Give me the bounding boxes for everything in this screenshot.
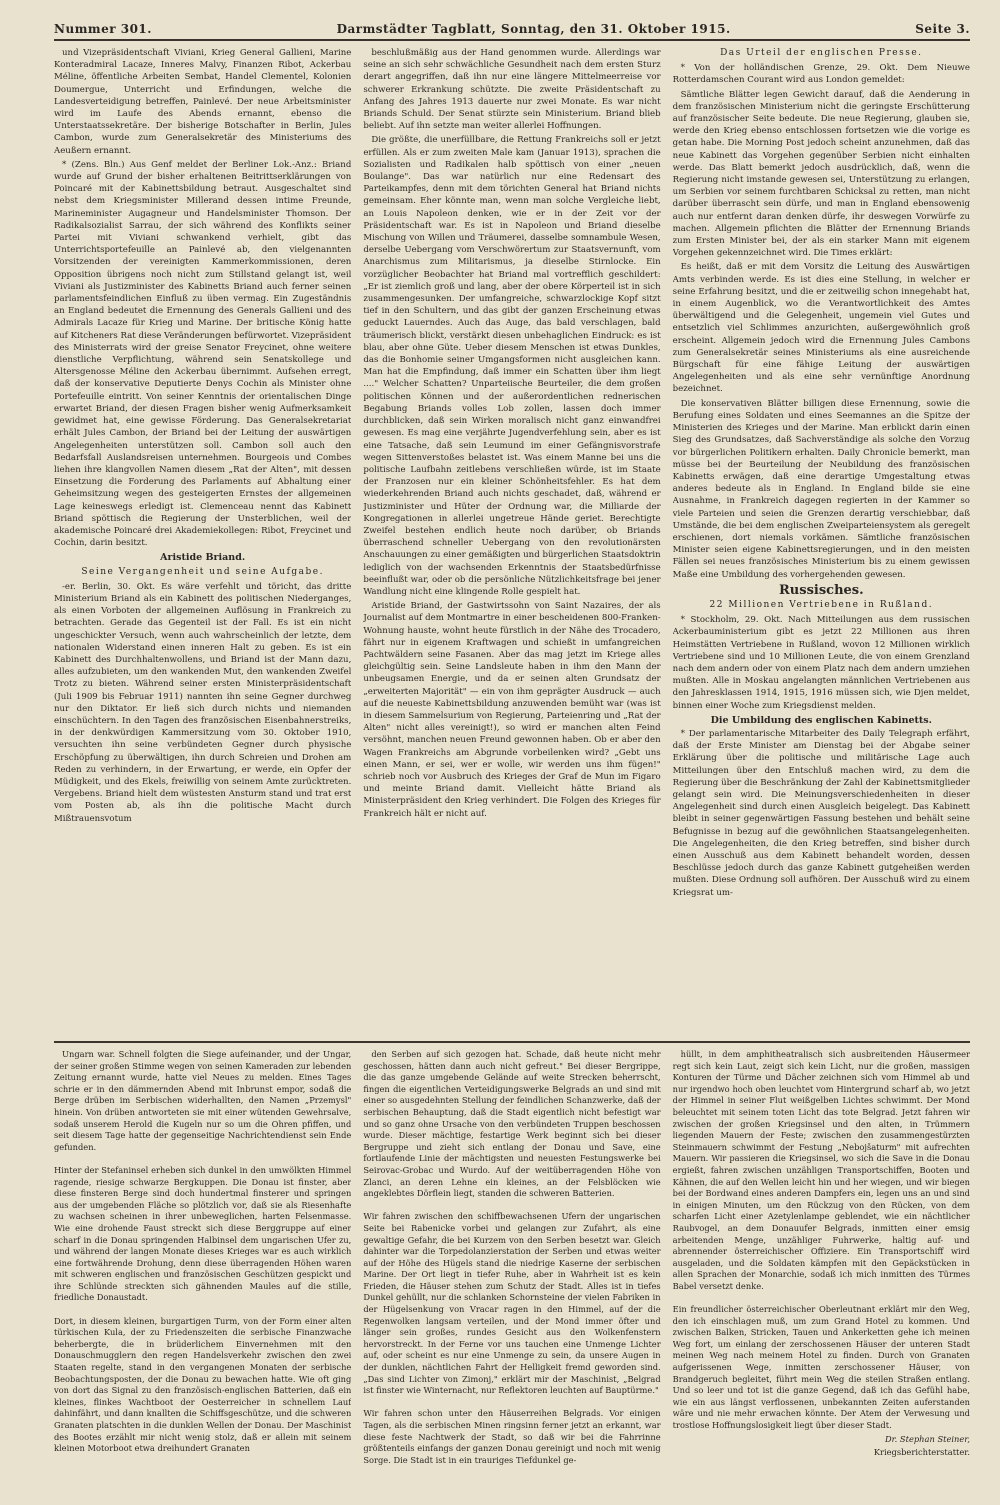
article-subheading: Das Urteil der englischen Presse. (720, 48, 923, 58)
paragraph: Die konservativen Blätter billigen diese Ernennung, sowie die Berufung eines Soldaten und eines Seemannes an die Spitze der Ministerien des Krieges und der Marine. Man erblickt darin einen Sieg des Grundsatzes, daß Sachverständige als solche den Vorzug vor bürgerlichen Politikern erhalten. Daily Chronicle bemerkt, man müsse bei der Beurteilung der Neubildung des französischen Kabinetts erwägen, daß eine derartige Umgestaltung etwas anderes bedeute als in England. In England bilde sie eine Ausnahme, in Frankreich dagegen regierten in der Kammer so viele Parteien und seien die Grenzen derartig verschiebbar, daß Umstände, die bei dem englischen Zweiparteiensystem als geregelt erschienen, dort niemals vorkämen. Sämtliche französischen Minister seien eigene Kabinettsregierungen, und in den meisten Fällen sei neues französisches Ministerium bis zu einem gewissen Maße eine Umbildung des vorhergehenden gewesen. (672, 398, 970, 580)
paragraph: * Stockholm, 29. Okt. Nach Mitteilungen aus dem russischen Ackerbauministerium gibt es jetzt 22 Millionen aus ihren Heimstätten Vertriebene in Rußland, wovon 12 Millionen wirklich Vertriebene sind und 10 Millionen Leute, die von einem Grenzland nach dem andern oder von einem Platz nach dem andern umziehen mußten. Alle in Moskau angelangten männlichen Vertriebenen aus den Jahresklassen 1914, 1915, 1916 müssen sich, wie Djen meldet, binnen einer Woche zum Kriegsdienst melden. (672, 615, 970, 711)
paragraph: und Vizepräsidentschaft Viviani, Krieg General Gallieni, Marine Konteradmiral Lacaze, Inneres Malvy, Finanzen Ribot, Ackerbau Méline, öffentliche Arbeiten Sembat, Handel Clementel, Kolonien Doumergue, Unterricht und Erfindungen, welche die Landesverteidigung betreffen, Painlevé. Der neue Arbeitsminister wird im Laufe des Abends ernannt, ebenso die Unterstaatssekretäre. Der bisherige Botschafter in Berlin, Jules Cambon, wurde zum Generalsekretär des Ministeriums des Aeußern ernannt. (54, 48, 352, 156)
top-columns (54, 47, 970, 1037)
feuilleton-columns (54, 1049, 970, 1481)
paragraph: * (Zens. Bln.) Aus Genf meldet der Berliner Lok.-Anz.: Briand wurde auf Grund der bisher erhaltenen Beitrittserklärungen von Poincaré mit der Kabinettsbildung betraut. Ausgeschaltet sind nebst dem Kriegsminister Millerand dessen intime Freunde, Marineminister Augagneur und Handelsminister Thomson. Der Radikalsozialist Sarrau, der sich während des Konflikts seiner Partei mit Viviani schwankend verhielt, gibt das Unterrichtsportefeuille an Painlevé ab, den vielgenannten Vorsitzenden der vereinigten Kammerkommissionen, deren Opposition übrigens noch nicht zum Stillstand gelangt ist, weil Viviani als Justizminister des Kabinetts Briand auch ferner seinen parlamentsfeindlichen Einfluß zu üben vermag. Ein Zugeständnis an England bedeutet die Ernennung des Generals Gallieni und des Admirals Lacaze für Krieg und Marine. Der britische König hatte auf Kitcheners Rat diese Veränderungen befürwortet. Vizepräsident des Ministerrats wird der greise Senator Freycinet, ohne weitere dienstliche Verpflichtung, während sein Senatskollege und Altersgenosse Méline den Ackerbau übernimmt. Aufsehen erregt, daß der konservative Deputierte Denys Cochin als Minister ohne Portefeuille eintritt. Von seiner Kenntnis der orientalischen Dinge erwartet Briand, der diesen Fragen bisher wenig Aufmerksamkeit gewidmet hat, eine gewisse Förderung. Das Generalsekretariat erhält Jules Cambon, der Briand bei der Leitung der auswärtigen Angelegenheiten unterstützen soll. Cambon soll auch den Bedarfsfall Auslandsreisen unternehmen. Bourgeois und Combes liehen ihre klangvollen Namen diesem „Rat der Alten", mit dessen Einsetzung die Forderung des Parlaments auf Abhaltung einer Geheimsitzung wegen des gesteigerten Ernstes der allgemeinen Lage keineswegs erledigt ist. Clemenceau nennt das Kabinett Briand spöttisch die Regierung der Unsterblichen, weil der akademische Poincaré drei Akademiekollegen: Ribot, Freycinet und Cochin, darin besitzt. (54, 159, 352, 549)
paragraph: Es heißt, daß er mit dem Vorsitz die Leitung des Auswärtigen Amts verbinden werde. Es ist dies eine Stellung, in welcher er seine Erfahrung besitzt, und die er zeitweilig schon innegehabt hat, in einem Augenblick, wo die Verantwortlichkeit des Amtes überwältigend und die Gelegenheit, ungemein viel Gutes und entsetzlich viel Schlimmes anzurichten, außergewöhnlich groß erscheint. Allgemein jedoch wird die Ernennung Jules Cambons zum Generalsekretär seines Ministeriums als eine ausreichende Bürgschaft für eine fähige Leitung der auswärtigen Angelegenheiten und als eine sehr vernünftige Anordnung bezeichnet. (672, 262, 970, 395)
column-1 (54, 47, 351, 1037)
column-3 (673, 47, 970, 1037)
author-role: Kriegsberichterstatter. (873, 1447, 970, 1458)
paragraph: hüllt, in dem amphitheatralisch sich ausbreitenden Häusermeer regt sich kein Laut, zeigt sich kein Licht, nur die großen, massigen Konturen der Türme und Dächer zeichnen sich vom Himmel ab und nur irgendwo hoch oben leuchtet vom Hintergrund scharf ab, wo jetzt der Himmel in seiner Flut weißgelben Lichtes schwimmt. Der Mond beleuchtet mit seinem toten Licht das tote Belgrad. Jetzt fahren wir zwischen der großen Kriegsinsel und den alten, in Trümmern liegenden Mauern der Feste; zwischen den zusammengestürzten Steinmauern schwimmt der Festung „Nebojšaturm" mit aufrechten Mauern. Wir passieren die Kriegsinsel, wo sich die Save in die Donau ergießt, fahren zwischen unzähligen Transportschiffen, Booten und Kähnen, die auf den Wellen leicht hin und her wiegen, und wir biegen bei der Bordwand eines anderen Dampfers ein, legen uns an und sind in einigen Minuten, um den Rückzug von den Rücken, von dem scharfen Licht einer Azetylenlampe geblendet, wie ein nächtlicher Raubvogel, an dem Donauufer Belgrads, inmitten einer emsig arbeitenden Menge, unzähliger Fuhrwerke, haltig auf- und abrennender österreichischer Offiziere. Ein Transportschiff wird ausgeladen, und die Soldaten kämpfen mit den Gepäckstücken in allen Sprachen der Monarchie, sodaß ich mich inmitten des Türmes Babel versetzt denke. Ein freundlicher österreichischer Oberleutnant erklärt mir den Weg, den ich einschlagen muß, um zum Grand Hotel zu kommen. Und zwischen Balken, Stricken, Tauen und Ankerketten gehe ich meinen Weg fort, um einlang der zerschossenen Häuser der unteren Stadt meinen Weg nach meinem Hotel zu finden. Durch von Granaten aufgerissenen Wege, inmitten zerschossener Häuser, von Brandgeruch begleitet, führt mein Weg die steilen Straßen entlang. Und so leer und tot ist die ganze Gegend, daß ich das Gefühl habe, wie ein aus längst verflossenen, unbekannten Zeiten auferstanden wäre und nie mehr erwachen könnte. Der Atem der Verwesung und trostlose Hoffnungslosigkeit liegt über dieser Stadt. (672, 1049, 970, 1430)
issue-number: Nummer 301. (54, 22, 152, 36)
article-heading: Aristide Briand. (160, 552, 246, 564)
feuilleton-column-2 (363, 1049, 660, 1481)
page-number: Seite 3. (915, 22, 970, 36)
paragraph: Aristide Briand, der Gastwirtssohn von Saint Nazaires, der als Journalist auf dem Montmartre in einer bescheidenen 800-Franken-Wohnung hauste, wohnt heute fürstlich in der Nähe des Trocadero, fährt nur in eigenem Kraftwagen und schießt in umfangreichen Pachtwäldern seine Fasanen. Aber das mag jetzt im Kriege alles gleichgültig sein. Seine Landsleute haben in ihm den Mann der unbeugsamen Energie, und da er seinen alten Grundsatz der „erweiterten Majorität" — ein von ihm geprägter Ausdruck — auch auf die neueste Kabinettsbildung anzuwenden bemüht war (was ist in diesem Sammelsurium von Regierung, Parteienring und „Rat der Alten" nicht alles vereinigt!), so wird er manchen alten Feind versöhnt, manchen neuen Freund gewonnen haben. Ob er aber den Wagen Frankreichs am Abgrunde vorbeilenken wird? „Gebt uns einen Mann, er sei, wer er wolle, wir werden uns ihm fügen!" schrieb noch vor Ausbruch des Krieges der Graf de Mun im Figaro und meinte Briand damit. Vielleicht hätte Briand als Ministerpräsident den Krieg verhindert. Die Folgen des Krieges für Frankreich hält er nicht auf. (363, 601, 661, 819)
paragraph: * Von der holländischen Grenze, 29. Okt. Dem Nieuwe Rotterdamschen Courant wird aus London gemeldet: (672, 63, 970, 86)
article-subheading: 22 Millionen Vertriebene in Rußland. (709, 599, 934, 610)
paragraph: Die größte, die unerfüllbare, die Rettung Frankreichs soll er jetzt erfüllen. Als er zum zweiten Male kam (Januar 1913), sprachen die Sozialisten und Radikalen halb spöttisch von einer „neuen Boulange". Das war natürlich nur eine Redensart des Parteikampfes, denn mit dem törichten General hat Briand nichts gemeinsam. Eher könnte man, wenn man solche Vergleiche liebt, an Louis Napoleon denken, wie er in der Zeit vor der Präsidentschaft war. Es ist in Napoleon und Briand dieselbe Mischung von Willen und Träumerei, dasselbe somnambule Wesen, derselbe Uebergang vom Verschwörertum zur Staatsvernunft, vom Anarchismus zum Militarismus, ja dieselbe Stirnlocke. Ein vorzüglicher Beobachter hat Briand mal vortrefflich geschildert: „Er ist ziemlich groß und lang, aber der obere Körperteil ist in sich zusammengesunken. Der umfangreiche, schwarzlockige Kopf sitzt tief in den Schultern, und das gibt der ganzen Erscheinung etwas geduckt Lauerndes. Auch das Auge, das bald verschlagen, bald träumerisch blickt, verstärkt diesen unbehaglichen Eindruck: es ist blau, aber ohne Güte. Ueber diesem Menschen ist etwas Dunkles, das die Bonhomie seiner Umgangsformen nicht ausgleichen kann. Man hat die Empfindung, daß immer ein Schatten über ihm liegt ...." Welcher Schatten? Unparteiische Beurteiler, die dem großen politischen Können und der außerordentlichen rednerischen Begabung Briands volles Lob zollen, lassen doch immer durchblicken, daß sein Wirken moralisch nicht ganz einwandfrei gewesen. Es mag eine verjährte Jugendverfehlung sein, aber es ist eine Tatsache, daß sein Leumund im einer Gefängnisvorstrafe wegen Sittenverstoßes belastet ist. Was einem Manne bei uns die politische Laufbahn zeitlebens verschließen würde, ist im Staate der Franzosen nur ein kleiner Schönheitsfehler. Es hat dem wiederkehrenden Briand auch nichts geschadet, daß, während er Justizminister und Hüter der Ordnung war, die Milliarde der Kongregationen in allerlei ungetreue Hände geriet. Berechtigte Zweifel bestehen endlich heute noch darüber, ob Briands überraschend schneller Uebergang von den revolutionärsten Anschauungen zu einer gemäßigten und bürgerlichen Staatsdoktrin lediglich von der wachsenden Erkenntnis der Staatsbedürfnisse beeinflußt war, oder ob die persönliche Nützlichkeitsfrage bei jener Wandlung nicht eine klingende Rolle gespielt hat. (363, 135, 661, 597)
paragraph: Ungarn war. Schnell folgten die Siege aufeinander, und der Ungar, der seiner großen Stimme wegen von seinen Kameraden zur lebenden Zeitung ernannt wurde, hatte viel Neues zu melden. Eines Tages schrie er in den dämmernden Abend mit Inbrunst empor, sodaß die Berge drüben im Serbischen widerhallten, den Namen „Przemysl" hinein. Von drüben antworteten sie mit einer wütenden Gewehrsalve, sodaß unserem Herold die Kugeln nur so um die Ohren pfiffen, und seit diesem Tage hatte der gegenseitige Nachrichtendienst sein Ende gefunden. Hinter der Stefaninsel erheben sich dunkel in den umwölkten Himmel ragende, riesige schwarze Bergkuppen. Die Donau ist finster, aber diese finsteren Berge sind doch hundertmal finsterer und springen aus der umgebenden Fläche so plötzlich vor, daß sie als Riesenhafte zu wachsen scheinen in ihrer unbeweglichen, harten Felsenmasse. Wie eine drohende Faust streckt sich diese Berggruppe auf einer scharf in die Donau springenden Halbinsel dem ungarischen Ufer zu, und während der langen Monate dieses Krieges war es auch wirklich eine fortwährende Drohung, denn diese überragenden Höhen waren mit schweren englischen und französischen Geschützen gespickt und ihre Schlünde streckten sich gähnenden Maules auf die stille, friedliche Donaustadt. Dort, in diesem kleinen, burgartigen Turm, von der Form einer alten türkischen Kula, der zu Friedenszeiten die serbische Finanzwache beherbergte, die in brüderlichem Einvernehmen mit den Donauschmugglern den regen Handelsverkehr zwischen den zwei Staaten regelte, stand in den vergangenen Monaten der serbische Beobachtungsposten, der die Donau zu bewachen hatte. Wie oft ging von dort das Signal zu den französisch-englischen Batterien, daß ein kleines, flinkes Wachtboot der Oesterreicher in schnellem Lauf dahinfährt, und dann knallten die Schiffsgeschütze, und die schweren Granaten platschten in die dunklen Wellen der Donau. Der Maschinist des Bootes erzählt mir nicht wenig stolz, daß er allein mit seinem kleinen Motorboot etwa dreihundert Granaten (54, 1049, 352, 1454)
section-heading: Russisches. (779, 582, 864, 598)
paragraph: beschlußmäßig aus der Hand genommen wurde. Allerdings war seine an sich sehr schwächliche Gesundheit nach dem ersten Sturz derart angegriffen, daß ihn nur eine längere Mittelmeerreise vor schwerer Erkrankung schützte. Die zweite Präsidentschaft zu Anfang des Jahres 1913 dauerte nur zwei Monate. Es war nicht Briands Schuld. Der Senat stürzte sein Ministerium. Briand blieb beliebt. Auf ihn setzte man weiter allerlei Hoffnungen. (363, 48, 661, 132)
paragraph: den Serben auf sich gezogen hat. Schade, daß heute nicht mehr geschossen, hätten dann auch nicht gefreut." Bei dieser Bergrippe, die das ganze umgebende Gelände auf weite Strecken beherrscht, fingen die eigentlichen Verteidigungswerke Belgrads an und sind mit einer so ausgedehnten Stellung der feindlichen Schanzwerke, daß der serbischen Behauptung, daß die Stadt eigentlich nicht befestigt war und so ganz ohne Ursache von den verbündeten Truppen beschossen wurde. Dieser mächtige, festartige Werk beginnt sich bei dieser Bergruppe und zieht sich entlang der Donau und Save, eine fortlaufende Linie der mächtigsten und neuesten Festungswerke bei Seirovac-Grobac und Wurdo. Auf der weitüberragenden Höhe von Zlanci, an deren Lehne ein kleines, an der Felsblöcken wie angeklebtes Dörflein liegt, standen die schweren Batterien. Wir fahren zwischen den schiffbewachsenen Ufern der ungarischen Seite bei Rabenicke vorbei und gelangen zur Zufahrt, als eine gewaltige Gefahr, die bei Kurzem von den Serben besetzt war. Gleich dahinter war die Torpedolanzierstation der Serben und etwas weiter auf der Höhe des Hügels stand die niedrige Kaserne der serbischen Marine. Der Ort liegt in tiefer Ruhe, aber in Wahrheit ist es kein Frieden, die Häuser stehen zum Schutz der Stadt. Alles ist in tiefes Dunkel gehüllt, nur die schlanken Schornsteine der vielen Fabriken in der Hügelsenkung von Vracar ragen in den Himmel, auf der die Regenwolken langsam verteilen, und der Mond immer öfter und länger sein großes, rundes Gesicht aus den Wolkenfenstern hervorstreckt. In der Ferne vor uns tauchen eine Unmenge Lichter auf, oder scheint es nur eine Unmenge zu sein, da unsere Augen in der dunklen, nächtlichen Fahrt der Helligkeit fremd geworden sind. „Das sind Lichter von Zimonj," erklärt mir der Maschinist, „Belgrad ist finster wie Winternacht, nur Reflektoren leuchten auf Bauptürme." Wir fahren schon unter den Häuserreihen Belgrads. Vor einigen Tagen, als die serbischen Minen ringsinn ferner jetzt an erkannt, war diese feste Nachtwerk der Stadt, so daß wir bei die Fahrrinne größtenteils einfangs der ganzen Donau gereinigt und noch mit wenig Sorge. Die Stadt ist in ein trauriges Tiefdunkel ge- (363, 1049, 661, 1465)
paragraph: -er. Berlin, 30. Okt. Es wäre verfehlt und töricht, das dritte Ministerium Briand als ein Kabinett des politischen Niederganges, als einen Vorboten der allgemeinen Auflösung in Frankreich zu betrachten. Gerade das Gegenteil ist der Fall. Es ist ein nicht ungeschickter Versuch, wenn auch wahrscheinlich der letzte, dem nationalen Widerstand einen inneren Halt zu geben. Es ist ein Kabinett des Durchhaltenwollens, und Briand ist der Mann dazu, alles aufzubieten, um den wankenden Mut, den wankenden Zweifel Trotz zu bieten. Während seiner ersten Ministerpräsidentschaft (Juli 1909 bis Februar 1911) nannten ihn seine Gegner durchweg nur den Diktator. Er ließ sich durch nichts und niemanden einschüchtern. In den Tagen des französischen Eisenbahnerstreiks, in der denkwürdigen Kammersitzung vom 30. Oktober 1910, versuchten ihn seine verbündeten Gegner durch physische Erschöpfung zu überwältigen, ihn durch Schreien und Drohen am Reden zu verhindern, in der Erwartung, er werde, ein Opfer der Müdigkeit, und des Ekels, freiwillig von seinem Amte zurücktreten. Vergebens. Briand hielt dem wüstesten Ansturm stand und trat erst vom Posten ab, als ihn die politische Macht durch Mißtrauensvotum (54, 581, 352, 824)
masthead (54, 22, 970, 41)
feuilleton-divider (54, 1041, 970, 1043)
article-subheading: Seine Vergangenheit und seine Aufgabe. (81, 566, 324, 577)
paper-title-date: Darmstädter Tagblatt, Sonntag, den 31. Oktober 1915. (336, 22, 731, 36)
feuilleton-column-1 (54, 1049, 351, 1481)
article-heading: Die Umbildung des englischen Kabinetts. (710, 714, 932, 726)
feuilleton-column-3 (673, 1049, 970, 1481)
column-2 (363, 47, 660, 1037)
paragraph: Sämtliche Blätter legen Gewicht darauf, daß die Aenderung in dem französischen Ministerium nicht die geringste Erschütterung auf französischer Seite bedeute. Die neue Regierung, glauben sie, werde den Krieg ebenso entschlossen fortsetzen wie die vorige es getan habe. Die Morning Post jedoch scheint anzunehmen, daß das neue Kabinett das Vorgehen gegenüber Serbien nicht einhalten werde. Das Blatt bemerkt jedoch ausdrücklich, daß, wenn die Regierung nicht imstande gewesen sei, Unterstützung zu erlangen, um Serbien vor seinem furchtbaren Schicksal zu retten, man nicht darüber überrascht sein dürfe, und man in England ebensowenig auch nur entfernt daran denken dürfe, ihr deswegen Vorwürfe zu machen. Allgemein pflichten die Blätter der Ernennung Briands zum Ersten Minister bei, der als ein starker Mann mit eigenem Vorgehen gekennzeichnet wird. Die Times erklärt: (672, 89, 970, 259)
author-signature: Dr. Stephan Steiner, (884, 1433, 970, 1444)
paragraph: * Der parlamentarische Mitarbeiter des Daily Telegraph erfährt, daß der Erste Minister am Dienstag bei der Abgabe seiner Erklärung über die politische und militärische Lage auch Mitteilungen über den Entschluß machen wird, zu dem die Regierung über die Beschränkung der Zahl der Kabinettsmitglieder gelangt sein wird. Die Meinungsverschiedenheiten in dieser Angelegenheit sind durch einen Ausgleich beigelegt. Das Kabinett bleibt in seiner gegenwärtigen Fassung bestehen und behält seine Befugnisse in bezug auf die gewöhnlichen Staatsangelegenheiten. Die Angelegenheiten, die den Krieg betreffen, sind bisher durch einen Ausschuß aus dem Kabinett behandelt worden, dessen Beschlüsse jedoch durch das ganze Kabinett gutgeheißen werden mußten. Diese Ordnung soll aufhören. Der Ausschuß wird zu einem Kriegsrat um- (672, 728, 970, 898)
